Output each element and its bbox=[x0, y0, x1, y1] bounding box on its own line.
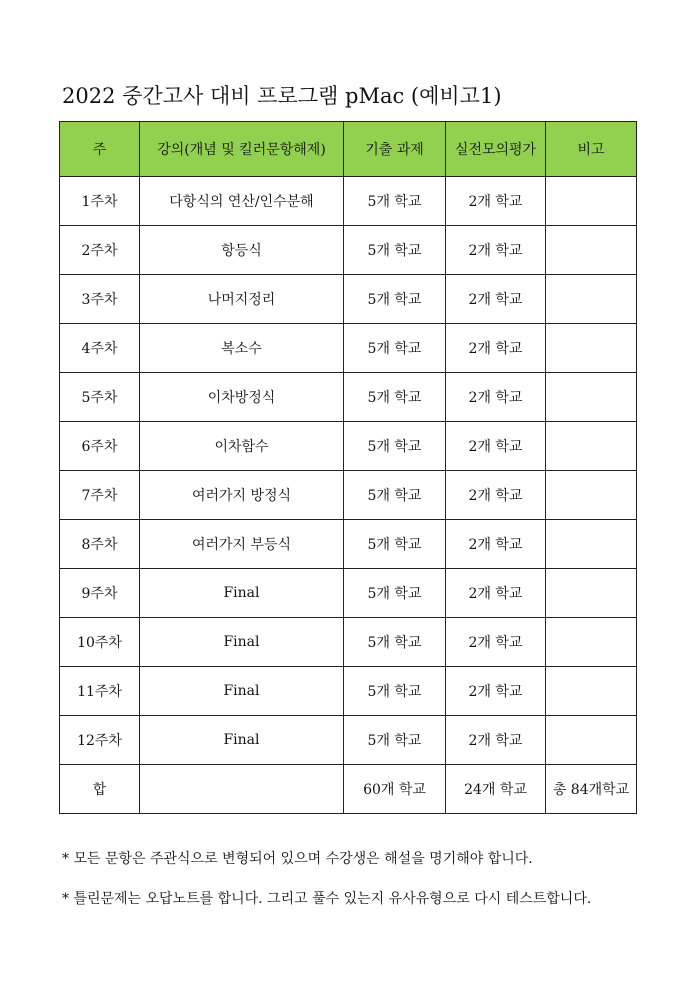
mock-cell: 2개 학교 bbox=[446, 422, 546, 471]
note-cell bbox=[546, 373, 637, 422]
lecture-cell: Final bbox=[140, 667, 344, 716]
table-row bbox=[60, 618, 637, 667]
lecture-cell: 나머지정리 bbox=[140, 275, 344, 324]
lecture-cell: 여러가지 방정식 bbox=[140, 471, 344, 520]
lecture-cell: 이차방정식 bbox=[140, 373, 344, 422]
header-week: 주 bbox=[60, 122, 140, 177]
mock-cell: 2개 학교 bbox=[446, 569, 546, 618]
lecture-cell: Final bbox=[140, 618, 344, 667]
note-cell bbox=[546, 471, 637, 520]
mock-cell: 2개 학교 bbox=[446, 226, 546, 275]
total-exam: 60개 학교 bbox=[344, 765, 446, 814]
mock-cell: 2개 학교 bbox=[446, 667, 546, 716]
note-cell bbox=[546, 275, 637, 324]
mock-cell: 2개 학교 bbox=[446, 471, 546, 520]
table-row bbox=[60, 520, 637, 569]
table-row bbox=[60, 422, 637, 471]
total-lecture bbox=[140, 765, 344, 814]
lecture-cell: 다항식의 연산/인수분해 bbox=[140, 177, 344, 226]
total-mock: 24개 학교 bbox=[446, 765, 546, 814]
lecture-cell: Final bbox=[140, 569, 344, 618]
exam-cell: 5개 학교 bbox=[344, 373, 446, 422]
exam-cell: 5개 학교 bbox=[344, 226, 446, 275]
week-cell: 6주차 bbox=[60, 422, 140, 471]
week-cell: 2주차 bbox=[60, 226, 140, 275]
mock-cell: 2개 학교 bbox=[446, 373, 546, 422]
exam-cell: 5개 학교 bbox=[344, 716, 446, 765]
mock-cell: 2개 학교 bbox=[446, 716, 546, 765]
exam-cell: 5개 학교 bbox=[344, 569, 446, 618]
exam-cell: 5개 학교 bbox=[344, 520, 446, 569]
week-cell: 3주차 bbox=[60, 275, 140, 324]
note-cell bbox=[546, 618, 637, 667]
week-cell: 4주차 bbox=[60, 324, 140, 373]
note-cell bbox=[546, 520, 637, 569]
exam-cell: 5개 학교 bbox=[344, 667, 446, 716]
table-row bbox=[60, 177, 637, 226]
lecture-cell: 복소수 bbox=[140, 324, 344, 373]
mock-cell: 2개 학교 bbox=[446, 520, 546, 569]
table-row bbox=[60, 716, 637, 765]
lecture-cell: 이차함수 bbox=[140, 422, 344, 471]
week-cell: 11주차 bbox=[60, 667, 140, 716]
table-row bbox=[60, 275, 637, 324]
table-header-row bbox=[60, 122, 637, 177]
note-cell bbox=[546, 422, 637, 471]
note-2: * 틀린문제는 오답노트를 합니다. 그리고 풀수 있는지 유사유형으로 다시 테스트합니다. bbox=[62, 891, 592, 907]
table-row bbox=[60, 324, 637, 373]
mock-cell: 2개 학교 bbox=[446, 324, 546, 373]
exam-cell: 5개 학교 bbox=[344, 422, 446, 471]
note-cell bbox=[546, 667, 637, 716]
exam-cell: 5개 학교 bbox=[344, 471, 446, 520]
schedule-table bbox=[59, 121, 637, 814]
total-label: 합 bbox=[60, 765, 140, 814]
header-mock: 실전모의평가 bbox=[446, 122, 546, 177]
week-cell: 1주차 bbox=[60, 177, 140, 226]
mock-cell: 2개 학교 bbox=[446, 177, 546, 226]
lecture-cell: 항등식 bbox=[140, 226, 344, 275]
week-cell: 12주차 bbox=[60, 716, 140, 765]
note-cell bbox=[546, 569, 637, 618]
week-cell: 5주차 bbox=[60, 373, 140, 422]
note-cell bbox=[546, 226, 637, 275]
table-row bbox=[60, 471, 637, 520]
exam-cell: 5개 학교 bbox=[344, 177, 446, 226]
header-exam: 기출 과제 bbox=[344, 122, 446, 177]
week-cell: 10주차 bbox=[60, 618, 140, 667]
total-note: 총 84개학교 bbox=[546, 765, 637, 814]
document-title: 2022 중간고사 대비 프로그램 pMac (예비고1) bbox=[62, 84, 502, 108]
week-cell: 7주차 bbox=[60, 471, 140, 520]
table-row bbox=[60, 373, 637, 422]
exam-cell: 5개 학교 bbox=[344, 618, 446, 667]
header-lecture: 강의(개념 및 킬러문항해제) bbox=[140, 122, 344, 177]
exam-cell: 5개 학교 bbox=[344, 324, 446, 373]
exam-cell: 5개 학교 bbox=[344, 275, 446, 324]
note-cell bbox=[546, 177, 637, 226]
table-row bbox=[60, 569, 637, 618]
note-1: * 모든 문항은 주관식으로 변형되어 있으며 수강생은 해설을 명기해야 합니다. bbox=[62, 851, 533, 867]
mock-cell: 2개 학교 bbox=[446, 275, 546, 324]
note-cell bbox=[546, 324, 637, 373]
note-cell bbox=[546, 716, 637, 765]
mock-cell: 2개 학교 bbox=[446, 618, 546, 667]
lecture-cell: Final bbox=[140, 716, 344, 765]
week-cell: 9주차 bbox=[60, 569, 140, 618]
table-row bbox=[60, 667, 637, 716]
table-row bbox=[60, 226, 637, 275]
header-note: 비고 bbox=[546, 122, 637, 177]
week-cell: 8주차 bbox=[60, 520, 140, 569]
lecture-cell: 여러가지 부등식 bbox=[140, 520, 344, 569]
total-row bbox=[60, 765, 637, 814]
